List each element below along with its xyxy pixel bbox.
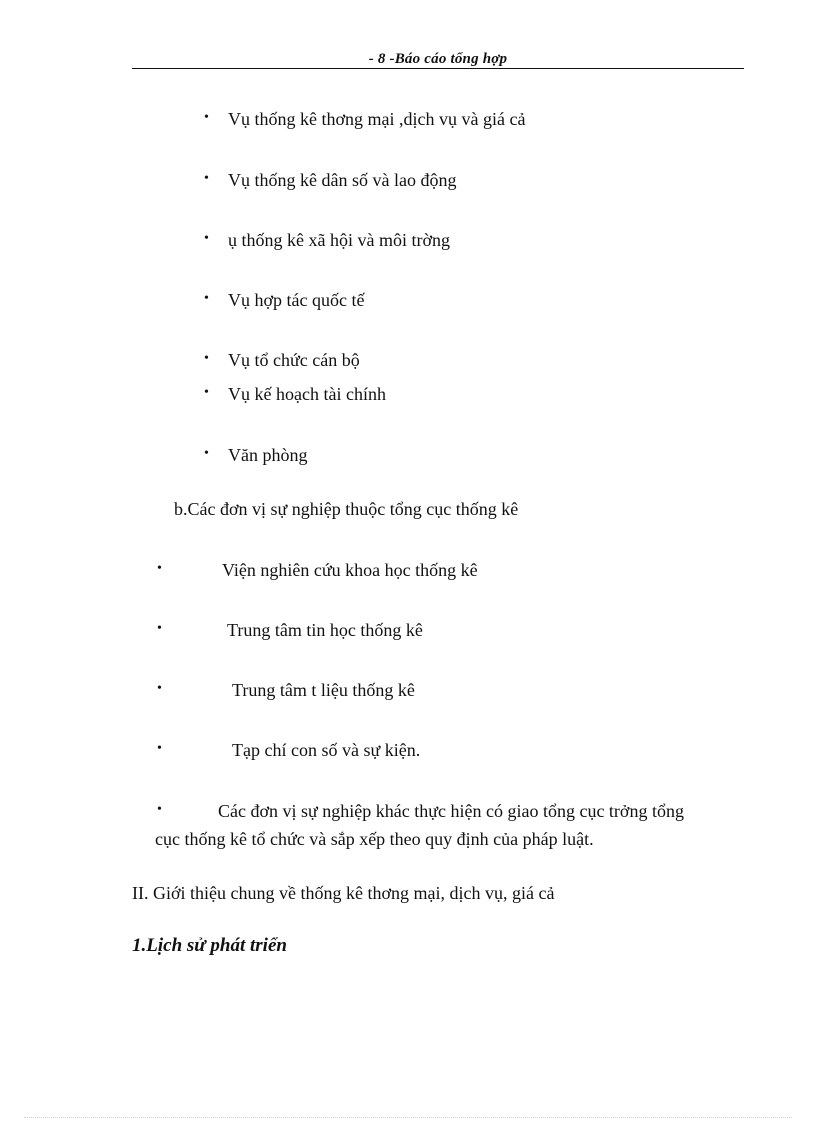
list-item: Vụ hợp tác quốc tế [228, 290, 365, 310]
bullet-icon: • [204, 291, 209, 306]
other-units-line-1: Các đơn vị sự nghiệp khác thực hiện có giao tổng cục trởng tổng [218, 801, 684, 821]
list-item: Trung tâm tin học thống kê [227, 620, 423, 640]
list-item: Vụ kế hoạch tài chính [228, 384, 386, 404]
other-units-line-2: cục thống kê tổ chức và sắp xếp theo quy định của pháp luật. [155, 829, 594, 849]
bullet-icon: • [157, 741, 162, 756]
list-item: ụ thống kê xã hội và môi trờng [228, 230, 450, 250]
bullet-icon: • [204, 110, 209, 125]
list-item: Viện nghiên cứu khoa học thống kê [222, 560, 478, 580]
page-bottom-divider [24, 1117, 792, 1118]
bullet-icon: • [204, 385, 209, 400]
bullet-icon: • [204, 446, 209, 461]
section-b-heading: b.Các đơn vị sự nghiệp thuộc tổng cục thống kê [174, 499, 519, 519]
bullet-icon: • [204, 351, 209, 366]
list-item: Văn phòng [228, 445, 308, 465]
page-header [132, 50, 744, 69]
list-item: Trung tâm t liệu thống kê [232, 680, 415, 700]
list-item: Vụ tổ chức cán bộ [228, 350, 360, 370]
bullet-icon: • [157, 681, 162, 696]
list-item: Vụ thống kê dân số và lao động [228, 170, 457, 190]
list-item: Tạp chí con số và sự kiện. [232, 740, 421, 760]
bullet-icon: • [157, 621, 162, 636]
list-item: Vụ thống kê thơng mại ,dịch vụ và giá cả [228, 109, 526, 129]
section-ii-heading: II. Giới thiệu chung về thống kê thơng mại, dịch vụ, giá cả [132, 883, 555, 903]
subsection-1-heading: 1.Lịch sử phát triển [132, 935, 287, 956]
bullet-icon: • [204, 231, 209, 246]
header-title: - 8 -Báo cáo tổng hợp [368, 51, 508, 67]
bullet-icon: • [157, 561, 162, 576]
bullet-icon: • [204, 171, 209, 186]
bullet-icon: • [157, 802, 162, 817]
